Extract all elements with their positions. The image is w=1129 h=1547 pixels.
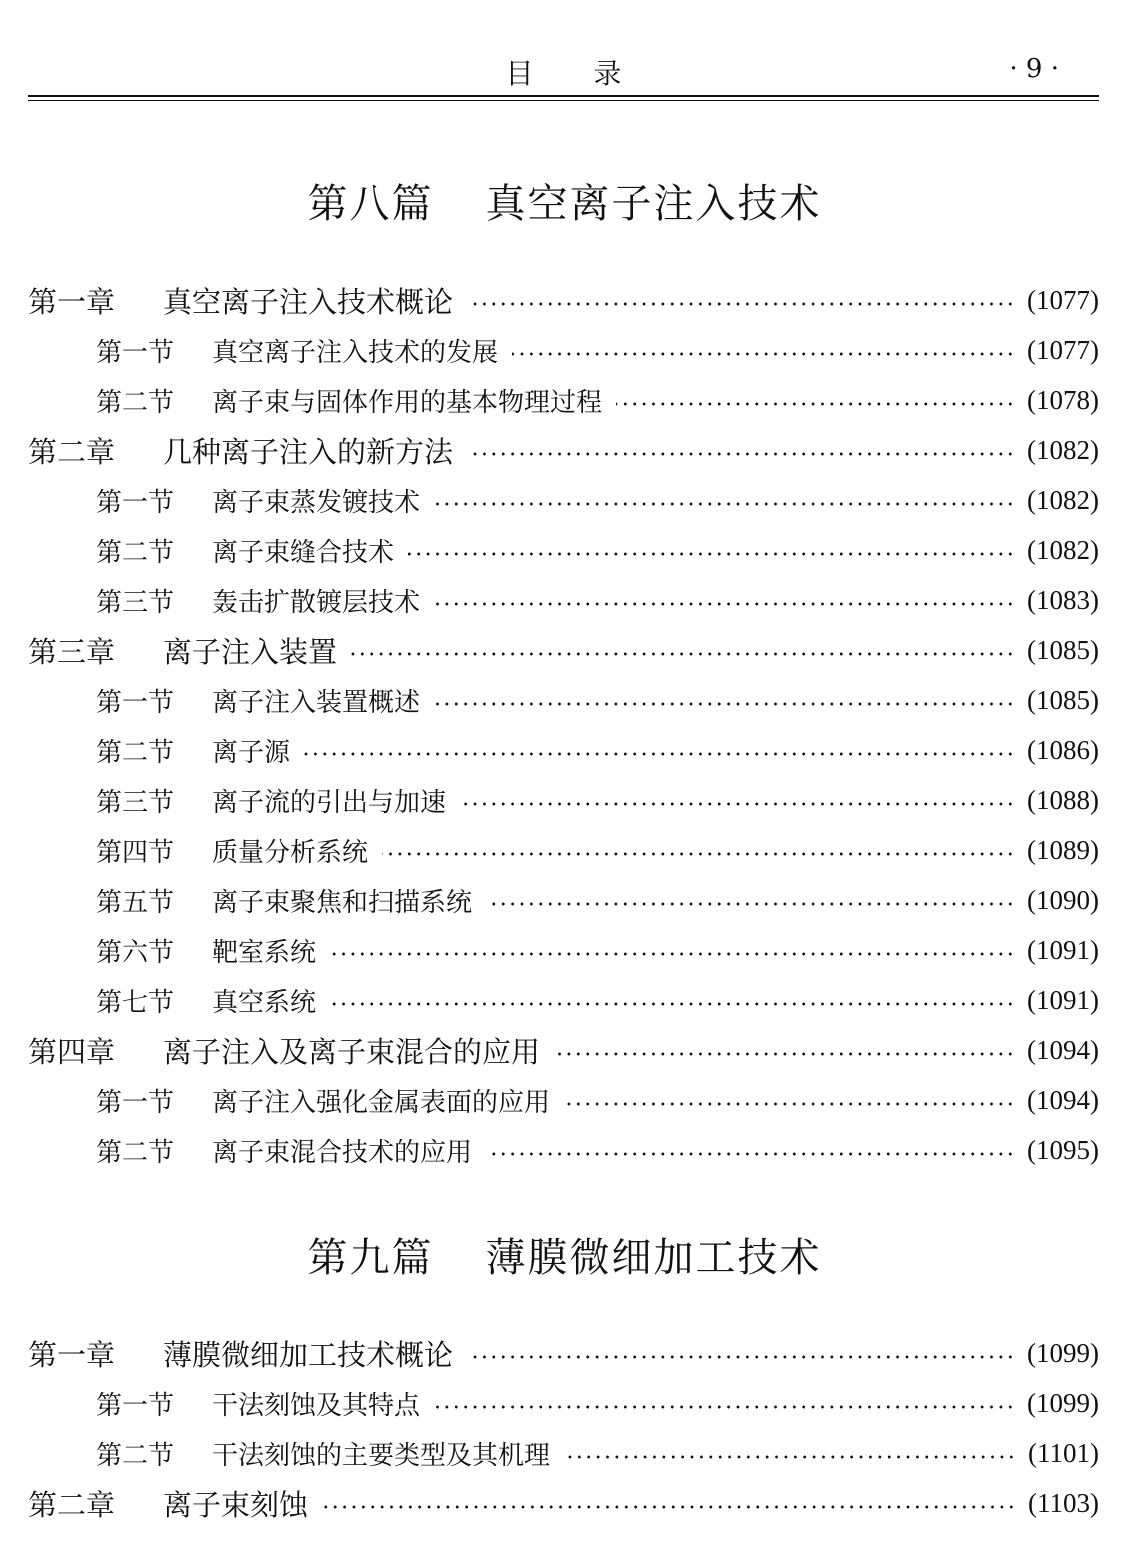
toc-entry-title: 真空系统 — [212, 987, 317, 1018]
toc-page-number: (1078) — [1027, 384, 1099, 415]
dot-leader — [330, 1002, 1015, 1006]
toc-chapter-row[interactable] — [28, 1025, 1099, 1075]
dot-leader — [330, 952, 1015, 956]
toc-entry-title: 离子束混合技术的应用 — [212, 1137, 473, 1168]
toc-entry-label — [96, 582, 420, 619]
toc-entry-label — [28, 630, 337, 671]
toc-entry-number: 第四节 — [96, 837, 175, 868]
toc-page-number: (1090) — [1027, 884, 1099, 915]
toc-page-number: (1082) — [1027, 534, 1099, 565]
toc-entry-title: 干法刻蚀及其特点 — [212, 1390, 421, 1421]
dot-leader — [554, 1052, 1015, 1056]
part-title-9 — [0, 1226, 1129, 1283]
toc-entry-title: 真空离子注入技术的发展 — [212, 337, 499, 368]
header-rule-thin — [28, 100, 1099, 101]
toc-section-row[interactable] — [28, 375, 1099, 425]
toc-section-row[interactable] — [28, 925, 1099, 975]
toc-entry-label — [96, 1082, 550, 1119]
toc-entry-label — [96, 332, 498, 369]
toc-entry-title: 离子源 — [212, 737, 291, 768]
toc-section-row[interactable] — [28, 1125, 1099, 1175]
dot-leader — [434, 502, 1015, 506]
toc-entry-title: 离子束聚焦和扫描系统 — [212, 887, 473, 918]
toc-entry-number: 第四章 — [28, 1034, 116, 1069]
header-rule-thick — [28, 95, 1099, 97]
toc-chapter-row[interactable] — [28, 425, 1099, 475]
toc-entry-title: 离子束蒸发镀技术 — [212, 487, 421, 518]
toc-entry-title: 离子注入装置 — [163, 634, 338, 669]
toc-list-part-8 — [28, 275, 1099, 1175]
toc-entry-number: 第二节 — [96, 387, 175, 418]
toc-entry-title: 轰击扩散镀层技术 — [212, 587, 421, 618]
toc-entry-label — [96, 832, 368, 869]
dot-leader — [434, 1405, 1015, 1409]
running-header-title: 目录 — [505, 57, 682, 90]
toc-section-row[interactable] — [28, 575, 1099, 625]
dot-leader — [486, 1152, 1015, 1156]
toc-chapter-row[interactable] — [28, 1328, 1099, 1378]
toc-entry-title: 质量分析系统 — [212, 837, 369, 868]
part-title-8 — [0, 172, 1129, 229]
toc-page-number: (1094) — [1027, 1084, 1099, 1115]
toc-entry-label — [28, 280, 453, 321]
toc-entry-title: 离子流的引出与加速 — [212, 787, 447, 818]
toc-entry-label — [96, 882, 472, 919]
dot-leader — [434, 602, 1015, 606]
toc-entry-number: 第三节 — [96, 587, 175, 618]
toc-page-number: (1095) — [1027, 1134, 1099, 1165]
toc-entry-number: 第五节 — [96, 887, 175, 918]
toc-entry-label — [96, 982, 316, 1019]
toc-section-row[interactable] — [28, 775, 1099, 825]
toc-entry-title: 干法刻蚀的主要类型及其机理 — [212, 1440, 551, 1471]
toc-section-row[interactable] — [28, 975, 1099, 1025]
toc-entry-title: 真空离子注入技术概论 — [163, 284, 454, 319]
dot-leader — [322, 1505, 1016, 1509]
toc-entry-number: 第一节 — [96, 337, 175, 368]
page-header — [28, 40, 1099, 102]
toc-page-number: (1082) — [1027, 434, 1099, 465]
toc-page-number: (1086) — [1027, 734, 1099, 765]
part-name: 真空离子注入技术 — [485, 181, 822, 227]
toc-entry-number: 第一章 — [28, 1337, 116, 1372]
toc-page-number: (1077) — [1027, 284, 1099, 315]
toc-page-number: (1085) — [1027, 684, 1099, 715]
dot-leader — [564, 1455, 1016, 1459]
dot-leader — [564, 1102, 1015, 1106]
toc-entry-label — [96, 1132, 472, 1169]
toc-entry-number: 第一节 — [96, 1087, 175, 1118]
toc-entry-number: 第二节 — [96, 537, 175, 568]
toc-entry-number: 第一节 — [96, 487, 175, 518]
toc-page-number: (1103) — [1028, 1487, 1099, 1518]
toc-entry-label — [96, 1385, 420, 1422]
part-number: 第九篇 — [307, 1235, 434, 1281]
toc-entry-number: 第一节 — [96, 687, 175, 718]
toc-page-number: (1077) — [1027, 334, 1099, 365]
toc-page-number: (1083) — [1027, 584, 1099, 615]
toc-page-number: (1094) — [1027, 1034, 1099, 1065]
toc-section-row[interactable] — [28, 1378, 1099, 1428]
toc-entry-label — [96, 782, 446, 819]
dot-leader — [467, 1355, 1015, 1359]
toc-section-row[interactable] — [28, 525, 1099, 575]
toc-entry-label — [96, 932, 316, 969]
toc-page-number: (1091) — [1027, 984, 1099, 1015]
toc-entry-number: 第二章 — [28, 434, 116, 469]
toc-section-row[interactable] — [28, 1075, 1099, 1125]
toc-entry-number: 第六节 — [96, 937, 175, 968]
toc-entry-title: 离子注入及离子束混合的应用 — [163, 1034, 541, 1069]
toc-entry-title: 离子注入装置概述 — [212, 687, 421, 718]
toc-section-row[interactable] — [28, 475, 1099, 525]
toc-entry-title: 离子注入强化金属表面的应用 — [212, 1087, 551, 1118]
toc-entry-label — [96, 1435, 550, 1472]
toc-entry-label — [28, 1483, 308, 1524]
toc-entry-number: 第三节 — [96, 787, 175, 818]
toc-entry-label — [96, 732, 290, 769]
part-name: 薄膜微细加工技术 — [485, 1235, 822, 1281]
toc-entry-label — [28, 1030, 540, 1071]
toc-chapter-row[interactable] — [28, 1478, 1099, 1528]
toc-section-row[interactable] — [28, 675, 1099, 725]
toc-page-number: (1088) — [1027, 784, 1099, 815]
dot-leader — [467, 452, 1015, 456]
toc-section-row[interactable] — [28, 725, 1099, 775]
toc-entry-number: 第三章 — [28, 634, 116, 669]
toc-entry-title: 离子束刻蚀 — [163, 1487, 309, 1522]
dot-leader — [460, 802, 1015, 806]
toc-entry-title: 离子束缝合技术 — [212, 537, 395, 568]
toc-entry-number: 第一章 — [28, 284, 116, 319]
page-number: · 9 · — [1009, 54, 1059, 84]
toc-page-number: (1099) — [1027, 1387, 1099, 1418]
toc-entry-number: 第二节 — [96, 1137, 175, 1168]
toc-entry-number: 第一节 — [96, 1390, 175, 1421]
toc-section-row[interactable] — [28, 825, 1099, 875]
toc-entry-title: 几种离子注入的新方法 — [163, 434, 454, 469]
toc-list-part-9 — [28, 1328, 1099, 1528]
toc-entry-label — [96, 382, 602, 419]
toc-entry-label — [96, 482, 420, 519]
toc-section-row[interactable] — [28, 1428, 1099, 1478]
toc-chapter-row[interactable] — [28, 625, 1099, 675]
dot-leader — [408, 552, 1015, 556]
toc-entry-label — [28, 1333, 453, 1374]
toc-entry-number: 第二章 — [28, 1487, 116, 1522]
toc-entry-label — [96, 532, 394, 569]
toc-page-number: (1099) — [1027, 1337, 1099, 1368]
toc-page-number: (1091) — [1027, 934, 1099, 965]
toc-entry-label — [96, 682, 420, 719]
toc-section-row[interactable] — [28, 325, 1099, 375]
dot-leader — [616, 402, 1015, 406]
dot-leader — [382, 852, 1015, 856]
toc-entry-title: 靶室系统 — [212, 937, 317, 968]
toc-entry-title: 薄膜微细加工技术概论 — [163, 1337, 454, 1372]
dot-leader — [351, 652, 1015, 656]
toc-chapter-row[interactable] — [28, 275, 1099, 325]
toc-section-row[interactable] — [28, 875, 1099, 925]
toc-entry-number: 第七节 — [96, 987, 175, 1018]
toc-page-number: (1101) — [1028, 1437, 1099, 1468]
toc-page-number: (1085) — [1027, 634, 1099, 665]
dot-leader — [486, 902, 1015, 906]
toc-page-number: (1082) — [1027, 484, 1099, 515]
toc-entry-number: 第二节 — [96, 737, 175, 768]
dot-leader — [304, 752, 1015, 756]
part-number: 第八篇 — [307, 181, 434, 227]
toc-page-number: (1089) — [1027, 834, 1099, 865]
toc-entry-label — [28, 430, 453, 471]
dot-leader — [512, 352, 1015, 356]
toc-entry-title: 离子束与固体作用的基本物理过程 — [212, 387, 603, 418]
dot-leader — [434, 702, 1015, 706]
toc-entry-number: 第二节 — [96, 1440, 175, 1471]
dot-leader — [467, 302, 1015, 306]
